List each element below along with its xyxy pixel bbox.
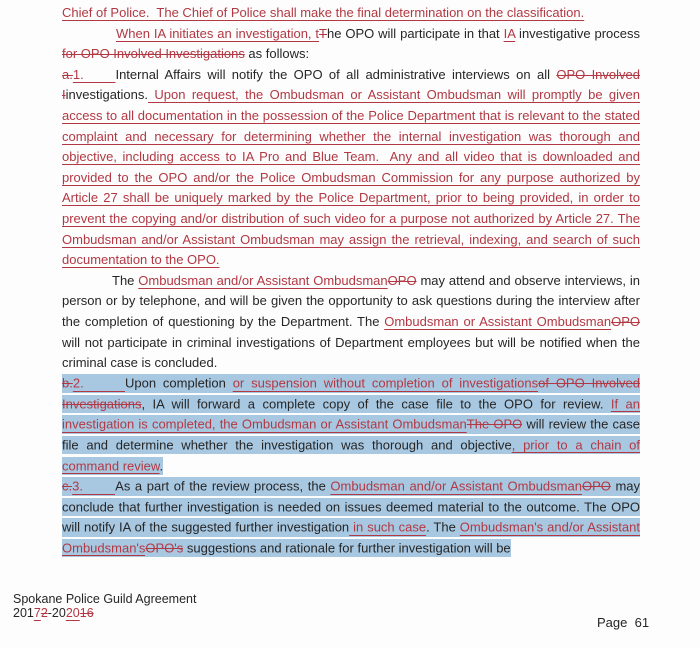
text-run-norm: . The [426,519,460,535]
text-run-ins: , prior to a chain of command review [62,437,641,474]
text-run-norm: as follows: [244,46,310,62]
text-run-ins: 1. [72,66,116,82]
text-run-norm: . [159,458,164,474]
text-run-norm: may conclude that further investigation is needed on issues deemed material to the outcome. The OPO will notify IA of the suggested further investigation [62,478,641,535]
text-run-ins: IA [503,25,516,41]
text-run-norm: will not participate in criminal investigations of Department employees but will be notified when the criminal case is concluded. [62,334,640,371]
text-run-del: for OPO Involved Investigations [62,46,245,62]
text-run-norm: suggestions and rationale for further investigation will be [183,540,511,556]
text-run-ins: 3. [72,478,116,494]
text-run-norm: he OPO will participate in that [327,25,504,41]
text-run-del: of OPO Involved Investigations [62,375,641,412]
text-run-norm: investigations. [65,87,149,103]
text-run-ins: Ombudsman and/or Assistant Ombudsman [138,272,388,288]
text-run-del: 16 [79,605,94,620]
text-run-ins: Upon request, the Ombudsman or Assistant Ombudsman will promptly be given access to all documentation in the possession of the Police Department that is relevant to the stated complaint and necessary for determining whether the internal investigation was thorough and objective, including access to IA Pro and Blue Team. Any and all video that is downloaded and provided to the OPO and/or the Police Ombudsman Commission for any purpose authorized by Article 27 shall be uniquely marked by the Police Department, prior to being provided, in order to prevent the copying and/or distribution of such video for a purpose not authorized by Article 27. The Ombudsman and/or Assistant Ombudsman may assign the retrieval, indexing, and search of such documentation to the OPO. [62,87,640,268]
text-run-norm: will review the case file and determine whether the investigation was thorough and objective [62,416,640,453]
paragraph-ombudsman-attend [62,271,640,374]
text-run-norm: may attend and observe interviews, in person or by telephone, and will be given the opportunity to ask questions during the interview after the completion of questioning by the Department. The [62,272,641,329]
text-run-ins: When IA initiates an investigation, t [116,25,320,41]
footer-doc-title: Spokane Police Guild Agreement [13,592,197,606]
text-run-ins: Ombudsman's and/or Assistant Ombudsman's [62,519,640,556]
text-run-ins: Ombudsman or Assistant Ombudsman [384,313,612,329]
text-run-ins: Ombudsman and/or Assistant Ombudsman [330,478,582,494]
paragraph-item-3-review-process [62,477,640,559]
text-run-norm: , IA will forward a complete copy of the case file to the OPO for review. [141,396,611,412]
text-run-norm: -20 [47,605,66,620]
text-run-ins: 20 [65,605,80,620]
text-run-norm: Upon completion [124,375,233,391]
text-run-del: OPO's [145,540,184,556]
text-run-del: b. [62,375,73,391]
text-run-del: a. [62,66,73,82]
text-run-norm: As a part of the review process, the [115,478,331,494]
text-run-del: c. [62,478,73,494]
text-run-norm: 201 [13,605,34,620]
footer [13,593,196,620]
text-run-del: 2 [40,605,48,620]
text-run-norm: The [112,272,139,288]
document-body [62,3,640,559]
paragraph-when-ia-initiates [62,24,640,65]
text-run-norm: investigative process [515,25,641,41]
text-run-del: T [319,25,327,41]
footer-agreement-years [13,607,196,621]
text-run-del: OPO [581,478,611,494]
paragraph-item-1-internal-affairs [62,65,640,271]
text-run-ins: in such case [349,519,427,535]
text-run-del: OPO [387,272,417,288]
text-run-ins: If an investigation is completed, the Ombudsman or Assistant Ombudsman [62,396,640,432]
paragraph-chief-of-police [62,3,640,24]
text-run-del: OPO [611,313,640,329]
text-run-ins: 2. [72,375,125,391]
paragraph-item-2-case-file-review [62,374,640,477]
text-run-del: The OPO [466,416,523,432]
text-run-ins: 7 [33,605,41,620]
text-run-norm: Internal Affairs will notify the OPO of all administrative interviews on all [115,66,557,82]
text-run-ins: Chief of Police. The Chief of Police shall make the final determination on the classification. [62,5,585,20]
page-number: Page 61 [597,615,650,630]
text-run-ins: or suspension without completion of investigations [232,375,539,391]
text-run-del: OPO Involved I [62,66,640,103]
